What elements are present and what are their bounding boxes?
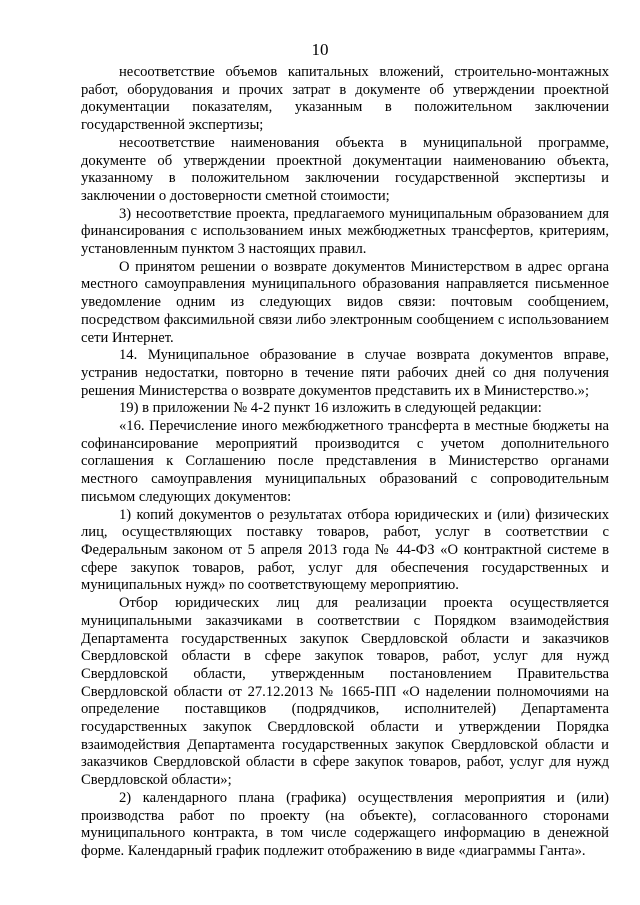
paragraph-10: 2) календарного плана (графика) осуществления мероприятия и (или) производства работ по проекту (на объекте), согласованного сторонами муниципального контракта, в том числе содержащего информацию в денежной форме. Календарный график подлежит отображению в виде «диаграммы Ганта». xyxy=(81,789,609,859)
paragraph-6: 19) в приложении № 4-2 пункт 16 изложить в следующей редакции: xyxy=(119,400,542,417)
paragraph-4: О принятом решении о возврате документов Министерством в адрес органа местного самоуправления муниципального образования направляется письменное уведомление одним из следующих видов связи: почтовым сообщением, посредством факсимильной связи либо электронным сообщением с использованием сети Интернет. xyxy=(81,258,609,346)
paragraph-3: 3) несоответствие проекта, предлагаемого муниципальным образованием для финансирования с использованием иных межбюджетных трансфертов, критериям, установленным пунктом 3 настоящих правил. xyxy=(81,205,609,258)
paragraph-8: 1) копий документов о результатах отбора юридических и (или) физических лиц, осуществляющих поставку товаров, работ, услуг в соответствии с Федеральным законом от 5 апреля 2013 года № 44-ФЗ «О контрактной системе в сфере закупок товаров, работ, услуг для обеспечения государственных и муниципальных нужд» по соответствующему мероприятию. xyxy=(81,506,609,594)
document-body xyxy=(81,64,609,861)
paragraph-1: несоответствие объемов капитальных вложений, строительно-монтажных работ, оборудования и прочих затрат в документе об утверждении проектной документации показателям, указанным в положительном заключении государственной экспертизы; xyxy=(81,64,609,134)
paragraph-5: 14. Муниципальное образование в случае возврата документов вправе, устранив недостатки, повторно в течение пяти рабочих дней со дня получения решения Министерства о возврате документов представить их в Министерство.»; xyxy=(81,347,609,399)
paragraph-2: несоответствие наименования объекта в муниципальной программе, документе об утверждении проектной документации наименованию объекта, указанному в положительном заключении государственной экспертизы и заключении о достоверности сметной стоимости; xyxy=(81,134,609,204)
paragraph-7: «16. Перечисление иного межбюджетного трансферта в местные бюджеты на софинансирование мероприятий производится с учетом дополнительного соглашения к Соглашению после представления в Министерство органами местного самоуправления муниципальных образований с сопроводительным письмом следующих документов: xyxy=(81,418,609,505)
paragraph-9: Отбор юридических лиц для реализации проекта осуществляется муниципальными заказчиками в соответствии с Порядком взаимодействия Департамента государственных закупок Свердловской области и заказчиков Свердловской области в сфере закупок товаров, работ, услуг для нужд Свердловской области, утвержденным постановлением Правительства Свердловской области от 27.12.2013 № 1665-ПП «О наделении полномочиями на определение поставщиков (подрядчиков, исполнителей) Департамента государственных закупок Свердловской области и утверждении Порядка взаимодействия Департамента государственных закупок Свердловской области и заказчиков Свердловской области в сфере закупок товаров, работ, услуг для нужд Свердловской области»; xyxy=(81,595,609,789)
page-number: 10 xyxy=(311,40,329,59)
